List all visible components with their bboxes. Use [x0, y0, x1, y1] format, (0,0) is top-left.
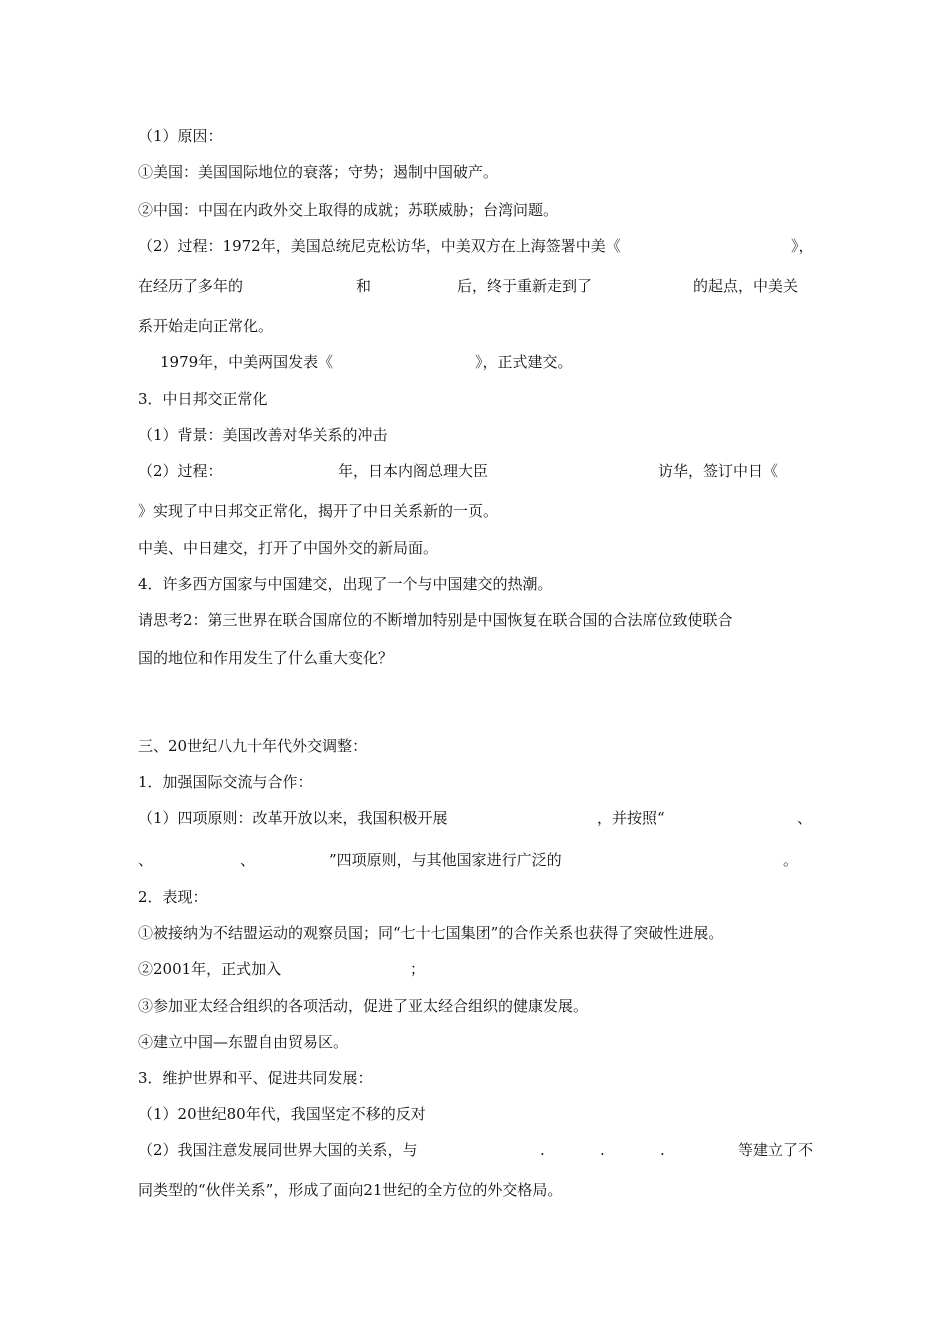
section-3-heading: 3．中日邦交正常化: [138, 390, 268, 408]
establish-relations-text-end: 》，正式建交。: [475, 353, 573, 371]
japan-process-3: 访华，签订中日《: [658, 462, 779, 480]
history-text-2: 和: [356, 277, 372, 295]
new-situation-text: 中美、中日建交，打开了中国外交的新局面。: [138, 539, 439, 557]
blank-dot-1: .: [540, 1141, 545, 1159]
think-question-2-cont: 国的地位和作用发生了什么重大变化？: [138, 649, 394, 667]
section-4-text: 4．许多西方国家与中国建交，出现了一个与中国建交的热潮。: [138, 575, 553, 593]
blank-dot-2: .: [600, 1141, 605, 1159]
four-principles-1: （1）四项原则：改革开放以来，我国积极开展: [138, 809, 448, 827]
process-text-end: 》，: [791, 237, 814, 255]
four-principles-2: ，并按照“: [597, 809, 665, 827]
subsection-1-heading: 1．加强国际交流与合作：: [138, 773, 313, 791]
reason-china: ②中国：中国在内政外交上取得的成就；苏联威胁；台湾问题。: [138, 201, 559, 219]
establish-relations-text: 1979年，中美两国发表《: [160, 353, 334, 371]
performance-4: ④建立中国—东盟自由贸易区。: [138, 1033, 349, 1051]
japan-process-1: （2）过程：: [138, 462, 223, 480]
history-text-4: 的起点，中美关: [693, 277, 799, 295]
four-principles-4: 、: [138, 851, 154, 869]
japan-normalization-text: 》实现了中日邦交正常化，揭开了中日关系新的一页。: [138, 502, 499, 520]
subsection-2-heading: 2．表现：: [138, 888, 208, 906]
reason-heading: （1）原因：: [138, 127, 223, 145]
think-question-2: 请思考2：第三世界在联合国席位的不断增加特别是中国恢复在联合国的合法席位致使联合: [138, 611, 733, 629]
peace-text-1: （1）20世纪80年代，我国坚定不移的反对: [138, 1105, 426, 1123]
peace-text-2-end: 等建立了不: [738, 1141, 814, 1159]
part-3-heading: 三、20世纪八九十年代外交调整：: [138, 737, 368, 755]
performance-2-end: ；: [410, 960, 426, 978]
blank-dot-3: .: [660, 1141, 665, 1159]
history-text-3: 后，终于重新走到了: [457, 277, 593, 295]
background-text: （1）背景：美国改善对华关系的冲击: [138, 426, 388, 444]
subsection-3-heading: 3．维护世界和平、促进共同发展：: [138, 1069, 373, 1087]
four-principles-6: ”四项原则，与其他国家进行广泛的: [329, 851, 562, 869]
four-principles-5: 、: [240, 851, 256, 869]
history-text-1: 在经历了多年的: [138, 277, 244, 295]
four-principles-3: 、: [797, 809, 813, 827]
partnership-text: 同类型的“伙伴关系”，形成了面向21世纪的全方位的外交格局。: [138, 1181, 563, 1199]
performance-1: ①被接纳为不结盟运动的观察员国；同“七十七国集团”的合作关系也获得了突破性进展。: [138, 924, 724, 942]
reason-usa: ①美国：美国国际地位的衰落；守势；遏制中国破产。: [138, 163, 499, 181]
japan-process-2: 年，日本内阁总理大臣: [338, 462, 489, 480]
performance-3: ③参加亚太经合组织的各项活动，促进了亚太经合组织的健康发展。: [138, 997, 589, 1015]
peace-text-2: （2）我国注意发展同世界大国的关系，与: [138, 1141, 418, 1159]
four-principles-7: 。: [783, 851, 799, 869]
performance-2: ②2001年，正式加入: [138, 960, 282, 978]
normalization-text: 系开始走向正常化。: [138, 317, 274, 335]
process-text: （2）过程：1972年，美国总统尼克松访华，中美双方在上海签署中美《: [138, 237, 621, 255]
